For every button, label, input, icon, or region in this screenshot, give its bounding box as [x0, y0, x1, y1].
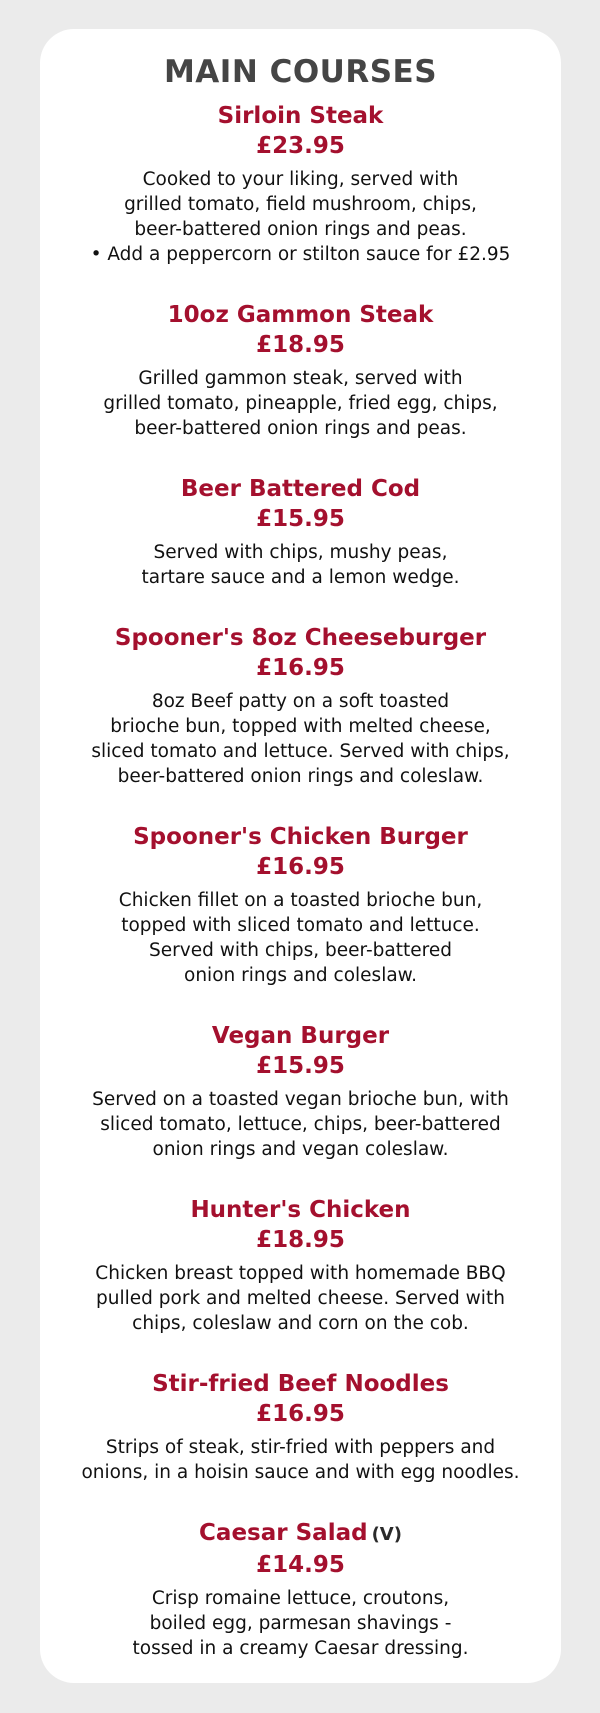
item-description: 8oz Beef patty on a soft toasted brioche bun, topped with melted cheese, sliced tomato and lettuce. Served with chips, beer-battered onion rings and coleslaw. [91, 691, 510, 787]
item-price: £23.95 [256, 133, 345, 159]
item-description: Served on a toasted vegan brioche bun, with sliced tomato, lettuce, chips, beer-battered onion rings and vegan coleslaw. [92, 1089, 509, 1160]
menu-card [40, 29, 561, 1683]
item-description: Chicken fillet on a toasted brioche bun, topped with sliced tomato and lettuce. Served with chips, beer-battered onion rings and coleslaw. [118, 890, 483, 986]
item-price: £18.95 [256, 332, 345, 358]
item-name: Spooner's Chicken Burger [133, 824, 468, 850]
item-description: Served with chips, mushy peas, tartare sauce and a lemon wedge. [141, 542, 460, 588]
item-name: Stir-fried Beef Noodles [152, 1371, 449, 1397]
menu-item [16, 1021, 585, 1162]
menu-item [16, 1369, 585, 1485]
item-name: Vegan Burger [211, 1023, 390, 1049]
item-description: Cooked to your liking, served with grilled tomato, field mushroom, chips, beer-battered onion rings and peas. • Add a peppercorn or stilton sauce for £2.95 [90, 169, 511, 265]
item-price: £15.95 [256, 1053, 345, 1079]
item-name: 10oz Gammon Steak [167, 302, 434, 328]
item-name: Sirloin Steak [217, 103, 384, 129]
item-price: £14.95 [256, 1552, 345, 1578]
item-price: £16.95 [256, 854, 345, 880]
menu-item [16, 300, 585, 441]
item-name: Spooner's 8oz Cheeseburger [114, 625, 487, 651]
menu-item [16, 1518, 585, 1661]
menu-item [16, 474, 585, 590]
item-name-row [16, 1518, 585, 1550]
item-description: Grilled gammon steak, served with grilled tomato, pineapple, fried egg, chips, beer-battered onion rings and peas. [103, 368, 498, 439]
section-title: MAIN COURSES [163, 54, 438, 90]
item-price: £18.95 [256, 1227, 345, 1253]
menu-item [16, 623, 585, 789]
menu-item [16, 101, 585, 267]
item-description: Crisp romaine lettuce, croutons, boiled egg, parmesan shavings - tossed in a creamy Caesar dressing. [132, 1588, 469, 1659]
item-name: Hunter's Chicken [190, 1197, 411, 1223]
item-name: Beer Battered Cod [180, 476, 421, 502]
menu-item [16, 1195, 585, 1336]
item-price: £15.95 [256, 506, 345, 532]
item-description: Chicken breast topped with homemade BBQ pulled pork and melted cheese. Served with chips, coleslaw and corn on the cob. [95, 1263, 506, 1334]
item-price: £16.95 [256, 1401, 345, 1427]
item-description: Strips of steak, stir-fried with peppers and onions, in a hoisin sauce and with egg noodles. [81, 1437, 520, 1483]
item-name: Caesar Salad [199, 1520, 368, 1546]
menu-item [16, 822, 585, 988]
item-price: £16.95 [256, 655, 345, 681]
vegetarian-tag: (V) [371, 1524, 402, 1545]
